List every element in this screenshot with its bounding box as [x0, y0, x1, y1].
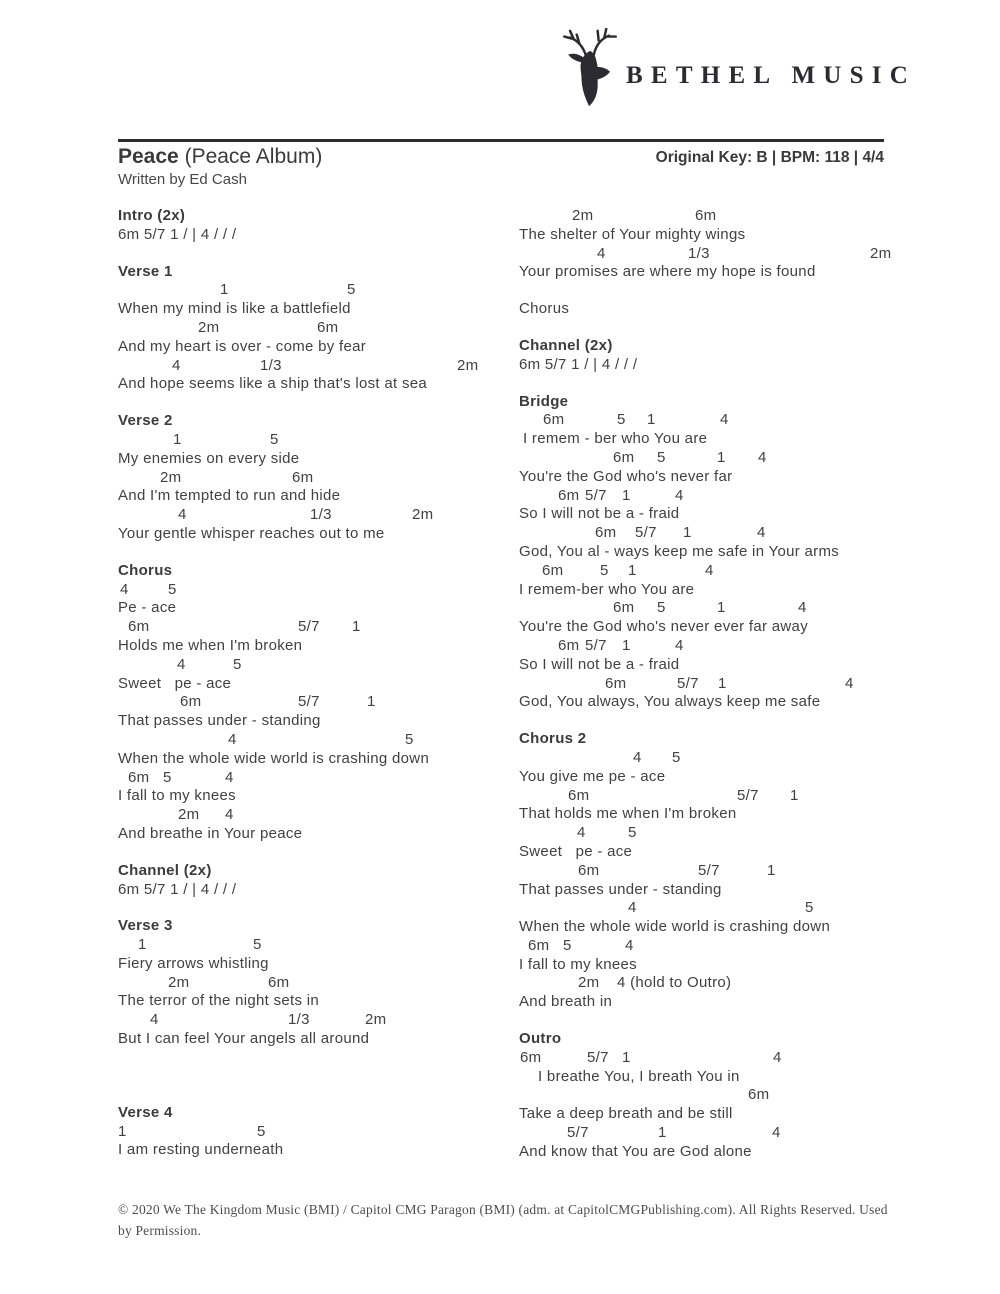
chord: 5/7 — [298, 618, 320, 636]
chord-line — [519, 899, 899, 918]
chord: 4 — [172, 356, 181, 374]
chord: 1 — [658, 1124, 667, 1142]
chord-line — [118, 618, 503, 637]
lyric-line: I am resting underneath — [118, 1141, 284, 1159]
chord: 5 — [163, 768, 172, 786]
chord-line — [519, 749, 899, 768]
chord: 4 — [720, 411, 729, 429]
chord: 6m — [578, 861, 600, 879]
song-section — [519, 393, 899, 713]
lyric-line: I remem - ber who You are — [523, 430, 708, 448]
chord-line — [519, 524, 899, 543]
chord: 4 — [625, 936, 634, 954]
lyric-line: I fall to my knees — [118, 787, 236, 805]
chord: 1/3 — [260, 356, 282, 374]
section-title: Verse 3 — [118, 917, 173, 935]
chord: 2m — [412, 506, 434, 524]
chord: 4 — [798, 599, 807, 617]
song-title-album: (Peace Album) — [184, 145, 323, 168]
chord: 5 — [657, 599, 666, 617]
lyric-line: That passes under - standing — [519, 880, 722, 898]
progression-line: 6m 5/7 1 / | 4 / / / — [118, 225, 237, 243]
lyric-line: When my mind is like a battlefield — [118, 300, 351, 318]
chord-line — [118, 357, 503, 376]
chord: 1 — [767, 861, 776, 879]
chord-line — [118, 936, 503, 955]
chord: 5 — [347, 281, 356, 299]
chord-line — [519, 937, 899, 956]
chord-line — [519, 1049, 899, 1068]
chord: 6m — [605, 674, 627, 692]
chord: 1/3 — [310, 506, 332, 524]
chord: 4 — [772, 1124, 781, 1142]
lyric-line: I fall to my knees — [519, 955, 637, 973]
chord: 5 — [257, 1122, 266, 1140]
song-section — [519, 337, 899, 375]
lyric-line: And my heart is over - come by fear — [118, 337, 367, 355]
lyric-line: So I will not be a - fraid — [519, 655, 680, 673]
song-section — [519, 207, 899, 282]
song-section — [519, 730, 899, 1012]
chord-line — [519, 599, 899, 618]
chord-line — [519, 1086, 899, 1105]
chord-line — [519, 1124, 899, 1143]
chord: 1 — [790, 786, 799, 804]
chord: 2m — [578, 974, 600, 992]
section-title: Bridge — [519, 392, 569, 410]
chord: 5 — [233, 655, 242, 673]
chord-line — [519, 487, 899, 506]
section-title: Chorus — [118, 561, 173, 579]
chord: 4 — [225, 768, 234, 786]
chord: 1 — [717, 448, 726, 466]
chord: 4 — [120, 580, 129, 598]
chord: 2m — [178, 806, 200, 824]
lyric-line: I remem-ber who You are — [519, 580, 695, 598]
key-bpm-meter: Original Key: B | BPM: 118 | 4/4 — [655, 149, 884, 166]
section-title: Chorus 2 — [519, 730, 587, 748]
lyric-line: The shelter of Your mighty wings — [519, 225, 746, 243]
chord: 5/7 — [298, 693, 320, 711]
section-title: Verse 1 — [118, 262, 173, 280]
chord: 6m — [180, 693, 202, 711]
chord: 1/3 — [288, 1011, 310, 1029]
chord: 6m — [317, 318, 339, 336]
lyric-line: So I will not be a - fraid — [519, 505, 680, 523]
chord: 5 — [617, 411, 626, 429]
chord: 4 — [675, 636, 684, 654]
chord-line — [118, 693, 503, 712]
chord-line — [118, 974, 503, 993]
section-title: Verse 2 — [118, 412, 173, 430]
lyric-line: You give me pe - ace — [519, 767, 666, 785]
chord-line — [118, 469, 503, 488]
chord: 4 — [228, 730, 237, 748]
chord: 2m — [870, 244, 892, 262]
lyric-line: Holds me when I'm broken — [118, 636, 303, 654]
chord-line — [118, 806, 503, 825]
chord: 5 — [253, 936, 262, 954]
lyric-line: You're the God who's never ever far away — [519, 618, 808, 636]
chord: 5 — [405, 730, 414, 748]
chord: 5 — [600, 561, 609, 579]
song-section — [118, 263, 503, 395]
chord: 4 — [177, 655, 186, 673]
progression-line: 6m 5/7 1 / | 4 / / / — [118, 880, 237, 898]
chord-line — [519, 824, 899, 843]
lyric-line: That passes under - standing — [118, 712, 321, 730]
section-title: Channel (2x) — [519, 336, 613, 354]
chord: 6m — [543, 411, 565, 429]
chord: 4 (hold to Outro) — [617, 974, 732, 992]
header-divider — [118, 139, 884, 142]
chord: 6m — [292, 468, 314, 486]
chord-line — [118, 1123, 503, 1142]
song-section — [118, 207, 503, 245]
song-section — [118, 917, 503, 1049]
song-section — [519, 1030, 899, 1162]
chord: 1 — [367, 693, 376, 711]
chord: 6m — [595, 524, 617, 542]
progression-line: 6m 5/7 1 / | 4 / / / — [519, 355, 638, 373]
lyric-line: Your promises are where my hope is found — [519, 263, 816, 281]
song-title — [118, 145, 322, 169]
chord: 1 — [628, 561, 637, 579]
chord: 5/7 — [587, 1048, 609, 1066]
chord: 4 — [628, 899, 637, 917]
chord-line — [118, 431, 503, 450]
chord-line — [118, 506, 503, 525]
chord: 6m — [542, 561, 564, 579]
bethel-music-logo — [562, 28, 916, 108]
lyric-line: But I can feel Your angels all around — [118, 1030, 370, 1048]
chord: 4 — [845, 674, 854, 692]
chord: 4 — [225, 806, 234, 824]
chord: 1 — [173, 430, 182, 448]
chord: 2m — [572, 207, 594, 224]
chord-line — [519, 207, 899, 226]
lyric-line: That holds me when I'm broken — [519, 805, 737, 823]
title-row — [118, 145, 884, 169]
chord: 1 — [622, 1048, 631, 1066]
lyric-line: God, You al - ways keep me safe in Your arms — [519, 542, 840, 560]
chord: 1 — [352, 618, 361, 636]
chord: 4 — [773, 1048, 782, 1066]
lyric-line: And I'm tempted to run and hide — [118, 487, 341, 505]
song-section — [118, 562, 503, 844]
lyric-line: And breathe in Your peace — [118, 824, 303, 842]
chord: 6m — [613, 448, 635, 466]
chord: 4 — [675, 486, 684, 504]
chord: 5/7 — [698, 861, 720, 879]
lyric-line: You're the God who's never far — [519, 467, 733, 485]
chord: 2m — [198, 318, 220, 336]
chord: 1 — [683, 524, 692, 542]
chord: 5 — [805, 899, 814, 917]
chord: 5 — [563, 936, 572, 954]
chord: 4 — [150, 1011, 159, 1029]
chord: 6m — [748, 1086, 770, 1104]
lyric-line: And hope seems like a ship that's lost at sea — [118, 375, 428, 393]
lyric-line: The terror of the night sets in — [118, 992, 320, 1010]
lyric-line: I breathe You, I breath You in — [538, 1067, 740, 1085]
song-section — [118, 1104, 503, 1160]
chord-line — [519, 411, 899, 430]
chord: 6m — [695, 207, 717, 224]
brand-wordmark: BETHEL MUSIC — [626, 62, 917, 89]
lyric-line: My enemies on every side — [118, 449, 300, 467]
lyric-line: Sweet pe - ace — [118, 674, 232, 692]
chord: 5 — [628, 824, 637, 842]
chord-line — [519, 974, 899, 993]
chord: 6m — [613, 599, 635, 617]
lyric-line: And know that You are God alone — [519, 1142, 752, 1160]
chord: 5 — [672, 748, 681, 766]
right-column — [519, 207, 899, 1180]
chord-line — [519, 562, 899, 581]
chord: 2m — [365, 1011, 387, 1029]
chord: 6m — [528, 936, 550, 954]
chord-line — [519, 787, 899, 806]
chord: 5/7 — [567, 1124, 589, 1142]
lyric-line: Fiery arrows whistling — [118, 954, 269, 972]
section-title: Verse 4 — [118, 1103, 173, 1121]
chord-line — [519, 245, 899, 264]
chord: 5 — [168, 580, 177, 598]
chord: 4 — [758, 448, 767, 466]
chord-line — [118, 281, 503, 300]
lyric-line: Take a deep breath and be still — [519, 1105, 733, 1123]
chord-line — [118, 656, 503, 675]
left-column — [118, 207, 503, 1178]
chord: 1 — [220, 281, 229, 299]
song-section — [519, 300, 899, 319]
chord: 4 — [633, 748, 642, 766]
chord: 6m — [268, 973, 290, 991]
lyric-line: God, You always, You always keep me safe — [519, 693, 821, 711]
chord: 2m — [160, 468, 182, 486]
lyric-line: Sweet pe - ace — [519, 842, 633, 860]
lyric-line: When the whole wide world is crashing down — [519, 918, 831, 936]
chord-line — [519, 675, 899, 694]
section-title: Channel (2x) — [118, 861, 212, 879]
song-title-main: Peace — [118, 145, 179, 168]
chord: 1/3 — [688, 244, 710, 262]
chord: 4 — [178, 506, 187, 524]
chord: 5 — [657, 448, 666, 466]
chord-line — [118, 581, 503, 600]
chord-line — [519, 637, 899, 656]
chord: 5 — [270, 430, 279, 448]
section-title: Outro — [519, 1030, 562, 1048]
chord: 5/7 — [737, 786, 759, 804]
chord: 1 — [622, 636, 631, 654]
chord-line — [118, 731, 503, 750]
chord: 1 — [717, 599, 726, 617]
song-section — [118, 862, 503, 900]
chord: 5/7 — [585, 636, 607, 654]
chord: 4 — [577, 824, 586, 842]
chord: 6m — [558, 636, 580, 654]
chord: 1 — [622, 486, 631, 504]
chord-line — [118, 1011, 503, 1030]
chord-line — [519, 862, 899, 881]
lyric-line: Pe - ace — [118, 599, 177, 617]
chord: 6m — [128, 768, 150, 786]
chord-line — [519, 449, 899, 468]
lyric-line: Chorus — [519, 300, 570, 318]
chord: 4 — [757, 524, 766, 542]
chord: 1 — [647, 411, 656, 429]
chord: 2m — [457, 356, 479, 374]
chord: 5/7 — [677, 674, 699, 692]
chord: 4 — [705, 561, 714, 579]
chord: 4 — [597, 244, 606, 262]
lyric-line: Your gentle whisper reaches out to me — [118, 524, 385, 542]
lyric-line: And breath in — [519, 993, 613, 1011]
chord: 6m — [520, 1048, 542, 1066]
chord: 5/7 — [585, 486, 607, 504]
chord-line — [118, 769, 503, 788]
chord: 2m — [168, 973, 190, 991]
song-section — [118, 412, 503, 544]
chord: 1 — [718, 674, 727, 692]
chord: 6m — [568, 786, 590, 804]
chord: 6m — [128, 618, 150, 636]
copyright-notice: © 2020 We The Kingdom Music (BMI) / Capitol CMG Paragon (BMI) (adm. at CapitolCMGPublishing.com). All Rights Reserved. Used by Permission. — [118, 1202, 888, 1238]
stag-icon — [562, 28, 620, 108]
chord-line — [118, 319, 503, 338]
section-title: Intro (2x) — [118, 207, 186, 224]
lyric-line: When the whole wide world is crashing down — [118, 749, 430, 767]
chord: 6m — [558, 486, 580, 504]
chord: 1 — [118, 1122, 127, 1140]
byline: Written by Ed Cash — [118, 171, 247, 188]
chord: 5/7 — [635, 524, 657, 542]
chord: 1 — [138, 936, 147, 954]
